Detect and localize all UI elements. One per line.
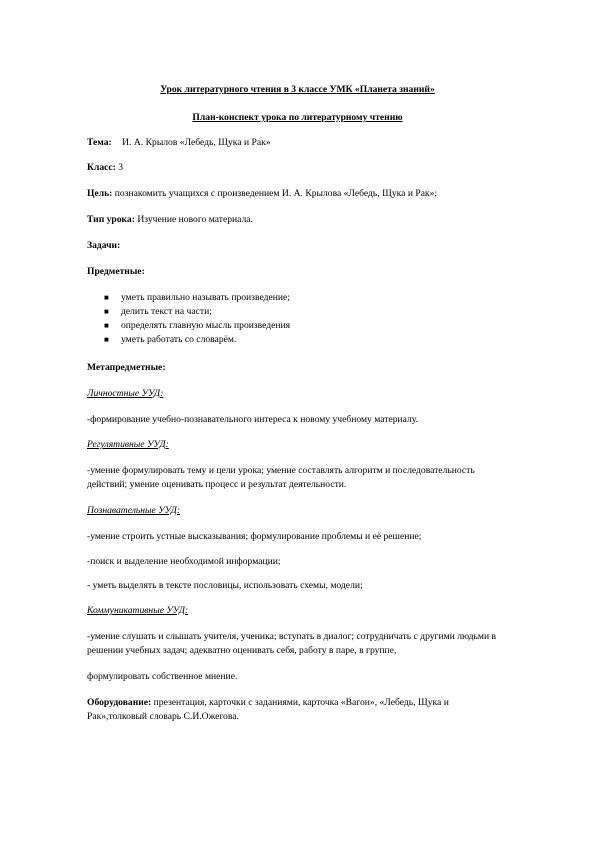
meta-heading: Метапредметные: <box>87 362 166 373</box>
communicative-line: -умение слушать и слышать учителя, ученика; вступать в диалог; сотрудничать с другими людьми в <box>87 631 497 642</box>
lesson-type-label: Тип урока: <box>87 214 135 225</box>
personal-heading: Личностные УУД: <box>87 388 164 399</box>
bullet-icon: ■ <box>104 293 109 302</box>
lesson-type-line <box>87 214 253 226</box>
equipment-line-2: Рак»,толковый словарь С.И.Ожегова. <box>87 711 239 722</box>
goal-value: познакомить учащихся с произведением И. А. Крылова «Лебедь, Щука и Рак»; <box>114 188 438 199</box>
communicative-line: формулировать собственное мнение. <box>87 671 238 682</box>
topic-value: И. А. Крылов «Лебедь, Щука и Рак» <box>122 137 271 148</box>
list-item: уметь работать со словарём. <box>121 334 237 345</box>
goal-line <box>87 188 437 200</box>
equipment-value: презентация, карточки с заданиями, карточка «Вагон», «Лебедь, Щука и <box>153 697 449 708</box>
cognitive-heading: Познавательные УУД: <box>87 505 181 516</box>
goal-label: Цель: <box>87 188 113 199</box>
topic-label: Тема: <box>87 137 112 148</box>
regulative-line: действий; умение оценивать процесс и результат деятельности. <box>87 479 347 490</box>
subject-heading: Предметные: <box>87 266 145 277</box>
equipment-label: Оборудование: <box>87 697 152 708</box>
communicative-line: решении учебных задач; адекватно оценивать себя, работу в паре, в группе, <box>87 645 397 656</box>
grade-value: 3 <box>118 162 124 173</box>
list-item: определять главную мысль произведения <box>121 320 291 331</box>
regulative-heading: Регулятивные УУД: <box>87 439 169 450</box>
document-subtitle: План-конспект урока по литературному чтению <box>192 112 403 123</box>
bullet-icon: ■ <box>104 307 109 316</box>
personal-line: -формирование учебно-познавательного интереса к новому учебному материалу. <box>87 414 419 425</box>
cognitive-line: - уметь выделять в тексте пословицы, использовать схемы, модели; <box>87 580 363 591</box>
bullet-icon: ■ <box>104 335 109 344</box>
document-title: Урок литературного чтения в 3 классе УМК «Планета знаний» <box>160 84 435 95</box>
list-item: делить текст на части; <box>121 306 212 317</box>
bullet-icon: ■ <box>104 321 109 330</box>
lesson-type-value: Изучение нового материала. <box>137 214 253 225</box>
list-item: уметь правильно называть произведение; <box>121 292 290 303</box>
communicative-heading: Коммуникативные УУД: <box>87 605 189 616</box>
regulative-line: -умение формулировать тему и цели урока; умение составлять алгоритм и последовательность <box>87 465 475 476</box>
cognitive-line: -умение строить устные высказывания; формулирование проблемы и её решение; <box>87 531 422 542</box>
grade-line <box>87 162 123 174</box>
cognitive-line: -поиск и выделение необходимой информации; <box>87 556 281 567</box>
tasks-heading: Задачи: <box>87 240 121 251</box>
equipment-line <box>87 697 449 709</box>
grade-label: Класс: <box>87 162 116 173</box>
topic-line <box>87 137 271 149</box>
